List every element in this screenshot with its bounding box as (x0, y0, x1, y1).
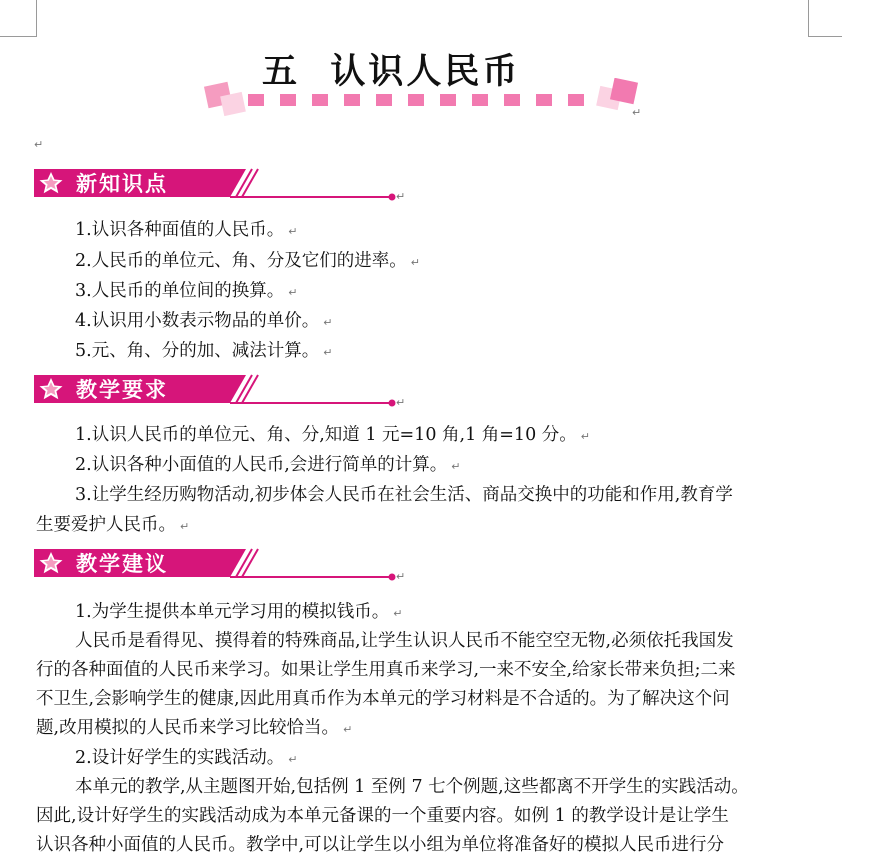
list-item-continuation: 生要爱护人民币。 ↵ (36, 515, 190, 535)
paragraph-line: 行的各种面值的人民币来学习。如果让学生用真币来学习,一来不安全,给家长带来负担;二来 (36, 660, 736, 680)
paragraph-line: 因此,设计好学生的实践活动成为本单元备课的一个重要内容。如例 1 的教学设计是让学生 (36, 806, 729, 826)
paragraph-mark: ↵ (632, 106, 642, 119)
paragraph-line: 本单元的教学,从主题图开始,包括例 1 至例 7 七个例题,这些都离不开学生的实践活动。 (75, 777, 749, 797)
title-decoration (200, 78, 650, 122)
section-header-teaching-suggestions (34, 546, 414, 586)
paragraph-mark: ↵ (288, 286, 298, 299)
list-item: 2.人民币的单位元、角、分及它们的进率。 ↵ (75, 251, 420, 271)
paragraph-mark: ↵ (180, 520, 190, 533)
section-heading: 教学要求 (76, 378, 168, 402)
chapter-title: 五 认识人民币 (262, 52, 521, 92)
paragraph-mark: ↵ (288, 225, 298, 238)
list-item: 4.认识用小数表示物品的单价。 ↵ (75, 311, 333, 331)
paragraph-mark: ↵ (396, 190, 406, 203)
crop-mark-top-left (0, 36, 36, 37)
list-item: 3.人民币的单位间的换算。 ↵ (75, 281, 298, 301)
paragraph-mark: ↵ (451, 460, 461, 473)
paragraph-mark: ↵ (323, 316, 333, 329)
list-item: 5.元、角、分的加、减法计算。 ↵ (75, 341, 333, 361)
paragraph-line: 题,改用模拟的人民币来学习比较恰当。 ↵ (36, 718, 353, 738)
crop-mark-top-right (808, 36, 842, 37)
paragraph-line: 不卫生,会影响学生的健康,因此用真币作为本单元的学习材料是不合适的。为了解决这个问 (36, 689, 730, 709)
crop-mark-top-right (808, 0, 809, 37)
list-item: 1.认识人民币的单位元、角、分,知道 1 元=10 角,1 角=10 分。 ↵ (75, 425, 590, 445)
section-heading: 新知识点 (76, 172, 168, 196)
list-item: 1.认识各种面值的人民币。 ↵ (75, 220, 298, 240)
paragraph-mark: ↵ (288, 753, 298, 766)
paragraph-mark: ↵ (393, 607, 403, 620)
list-item: 3.让学生经历购物活动,初步体会人民币在社会生活、商品交换中的功能和作用,教育学 (75, 485, 733, 505)
crop-mark-top-left (36, 0, 37, 37)
paragraph-mark: ↵ (396, 570, 406, 583)
section-header-teaching-requirements (34, 372, 414, 412)
paragraph-mark: ↵ (343, 723, 353, 736)
paragraph-mark: ↵ (34, 138, 44, 151)
paragraph-mark: ↵ (323, 346, 333, 359)
paragraph-mark: ↵ (396, 396, 406, 409)
list-item: 2.认识各种小面值的人民币,会进行简单的计算。 ↵ (75, 455, 461, 475)
paragraph-mark: ↵ (580, 430, 590, 443)
section-header-new-knowledge (34, 166, 414, 206)
paragraph-mark: ↵ (410, 256, 420, 269)
paragraph-line: 人民币是看得见、摸得着的特殊商品,让学生认识人民币不能空空无物,必须依托我国发 (75, 631, 734, 651)
paragraph-heading: 2.设计好学生的实践活动。 ↵ (75, 748, 298, 768)
paragraph-line: 认识各种小面值的人民币。教学中,可以让学生以小组为单位将准备好的模拟人民币进行分 (36, 835, 725, 855)
paragraph-heading: 1.为学生提供本单元学习用的模拟钱币。 ↵ (75, 602, 403, 622)
section-heading: 教学建议 (76, 552, 168, 576)
